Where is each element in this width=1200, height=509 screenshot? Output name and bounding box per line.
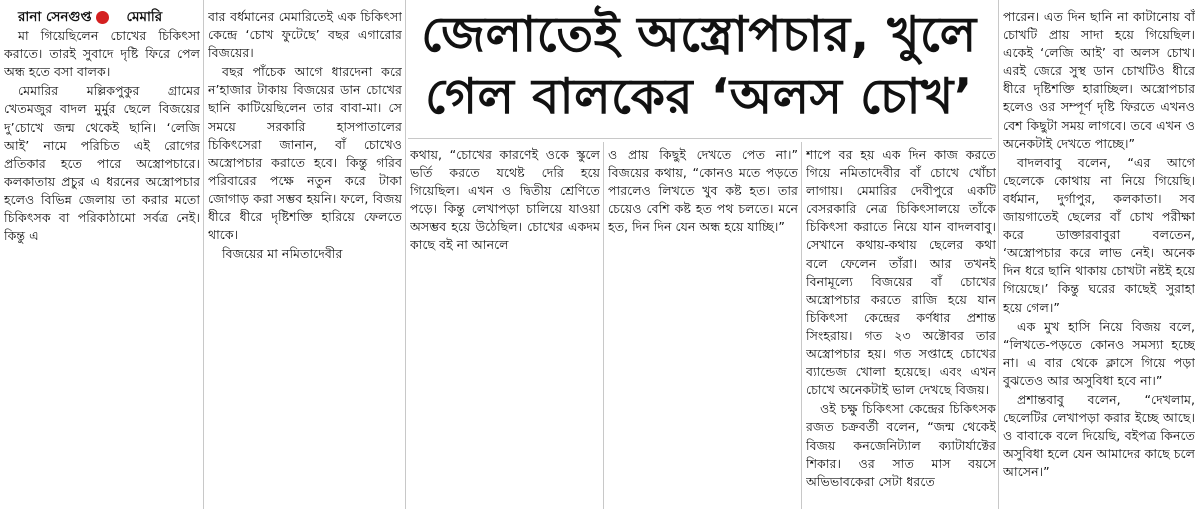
column-divider bbox=[998, 0, 999, 509]
red-bullet-dot bbox=[96, 11, 109, 24]
article-column-3 bbox=[410, 146, 600, 508]
article-column-6 bbox=[1003, 8, 1195, 508]
column-divider bbox=[405, 0, 406, 509]
byline-author: রানা সেনগুপ্ত bbox=[18, 9, 92, 25]
column-divider bbox=[203, 0, 204, 509]
article-column-2 bbox=[208, 8, 402, 508]
article-column-1 bbox=[4, 8, 200, 506]
paragraph: শাপে বর হয় এক দিন কাজ করতে গিয়ে নমিতাদেবীর বাঁ চোখে খোঁচা লাগায়। মেমারির দেবীপুরে একটি বেসরকারি নেত্র চিকিৎসালয়ে তাঁকে চিকিৎসা করাতে নিয়ে যান বাদলবাবু। সেখানে কথায়-কথায় ছেলের কথা বলে ফেলেন তাঁরা। আর তখনই বিনামূল্যে বিজয়ের বাঁ চোখের অস্ত্রোপচার করতে রাজি হয়ে যান চিকিৎসা কেন্দ্রের কর্ণধার প্রশান্ত সিংহরায়। গত ২৩ অক্টোবর তার অস্ত্রোপচার হয়। গত সপ্তাহে চোখের ব্যান্ডেজ খোলা হয়েছে। এবং এখন চোখে অনেকটাই ভাল দেখছে বিজয়। bbox=[806, 147, 996, 398]
paragraph: প্রশান্তবাবু বলেন, “দেখলাম, ছেলেটির লেখাপড়া করার ইচ্ছে আছে। ও বাবাকে বলে দিয়েছি, বইপত্র কিনতে অসুবিধা হলে যেন আমাদের কাছে চলে আসেন।” bbox=[1003, 391, 1195, 480]
byline-location: মেমারি bbox=[126, 9, 163, 25]
paragraph: বছর পাঁচেক আগে ধারদেনা করে ন’হাজার টাকায় বিজয়ের ডান চোখের ছানি কাটিয়েছিলেন তার বাবা-মা। সে সময়ে সরকারি হাসপাতালের চিকিৎসেরা জানান, বাঁ চোখেও অস্ত্রোপচার করাতে হবে। কিন্তু গরিব পরিবারের পক্ষে নতুন করে টাকা জোগাড় করা সম্ভব হয়নি। ফলে, বিজয় ধীরে ধীরে দৃষ্টিশক্তি হারিয়ে ফেলতে থাকে। bbox=[208, 64, 402, 243]
paragraph: মা গিয়েছিলেন চোখের চিকিৎসা করাতে। তারই সুবাদে দৃষ্টি ফিরে পেল অন্ধ হতে বসা বালক। bbox=[4, 28, 200, 80]
paragraph: বার বর্ধমানের মেমারিতেই এক চিকিৎসা কেন্দ্রে ‘চোখ ফুটেছে’ বছর এগারোর বিজয়ের। bbox=[208, 9, 402, 61]
paragraph: এক মুখ হাসি নিয়ে বিজয় বলে, “লিখতে-পড়তে কোনও সমস্যা হচ্ছে না। এ বার থেকে ক্লাসে গিয়ে পড়া বুঝতেও আর অসুবিধা হবে না।” bbox=[1003, 318, 1195, 388]
paragraph: পারেন। এত দিন ছানি না কাটানোয় বাঁ চোখটি প্রায় সাদা হয়ে গিয়েছিল। একেই ‘লেজি আই’ বা অলস চোখ। এরই জেরে সুস্থ ডান চোখটিও ধীরে ধীরে দৃষ্টিশক্তি হারাচ্ছিল। অস্ত্রোপচার হলেও ওর সম্পূর্ণ দৃষ্টি ফিরতে এখনও বেশ কিছুটা সময় লাগবে। তবে এখন ও অনেকটাই দেখতে পাচ্ছে।” bbox=[1003, 9, 1195, 151]
byline bbox=[4, 8, 200, 26]
paragraph: ওই চক্ষু চিকিৎসা কেন্দ্রের চিকিৎসক রজত চক্রবর্তী বলেন, “জন্ম থেকেই বিজয় কনজেনিট্যাল ক্যাটার্যাক্টের শিকার। ওর সাত মাস বয়সে অভিভাবকেরা সেটা ধরতে bbox=[806, 401, 996, 489]
paragraph: বিজয়ের মা নমিতাদেবীর bbox=[222, 246, 343, 262]
headline: জেলাতেই অস্ত্রোপচার, খুলে গেল বালকের ‘অলস চোখ’ bbox=[421, 6, 977, 125]
article-column-5 bbox=[806, 146, 996, 508]
paragraph: বাদলবাবু বলেন, “এর আগে ছেলেকে কোথায় না নিয়ে গিয়েছি। বর্ধমান, দুর্গাপুর, কলকাতা। সব জায়গাতেই ছেলের বাঁ চোখ পরীক্ষা করে ডাক্তারবাবুরা বলতেন, ‘অস্ত্রোপচার করে লাভ নেই। অনেক দিন ধরে ছানি থাকায় চোখটা নষ্টই হয়ে গিয়েছে।’ কিন্তু ঘরের কাছেই সুরাহা হয়ে গেল।” bbox=[1003, 154, 1195, 315]
column-divider bbox=[801, 142, 802, 509]
paragraph: ও প্রায় কিছুই দেখতে পেত না।” বিজয়ের কথায়, “কোনও মতে পড়তে পারলেও লিখতে খুব কষ্ট হত। তার চেয়েও বেশি কষ্ট হত পথ চলতে। মনে হত, দিন দিন যেন অন্ধ হয়ে যাচ্ছি।” bbox=[608, 147, 798, 235]
paragraph: কথায়, “চোখের কারণেই ওকে স্কুলে ভর্তি করতে যথেষ্ট দেরি হয়ে গিয়েছিল। এখন ও দ্বিতীয় শ্রেণিতে পড়ে। কিন্তু লেখাপড়া চালিয়ে যাওয়া অসম্ভব হয়ে উঠেছিল। চোখের একদম কাছে বই না আনলে bbox=[410, 147, 600, 253]
paragraph: মেমারির মল্লিকপুকুর গ্রামের খেতমজুর বাদল মুর্মুর ছেলে বিজয়ের দু’চোখে জন্ম থেকেই ছানি। ‘লেজি আই’ নামে পরিচিত এই রোগের প্রতিকার হতে পারে অস্ত্রোপচারে। কলকাতায় প্রচুর এ ধরনের অস্ত্রোপচার হলেও বিভিন্ন জেলায় তা করার মতো চিকিৎসক বা পরিকাঠামো সর্বত্র নেই। কিন্তু এ bbox=[4, 83, 200, 244]
headline-divider bbox=[408, 138, 992, 139]
column-divider bbox=[603, 142, 604, 509]
article-column-4 bbox=[608, 146, 798, 508]
